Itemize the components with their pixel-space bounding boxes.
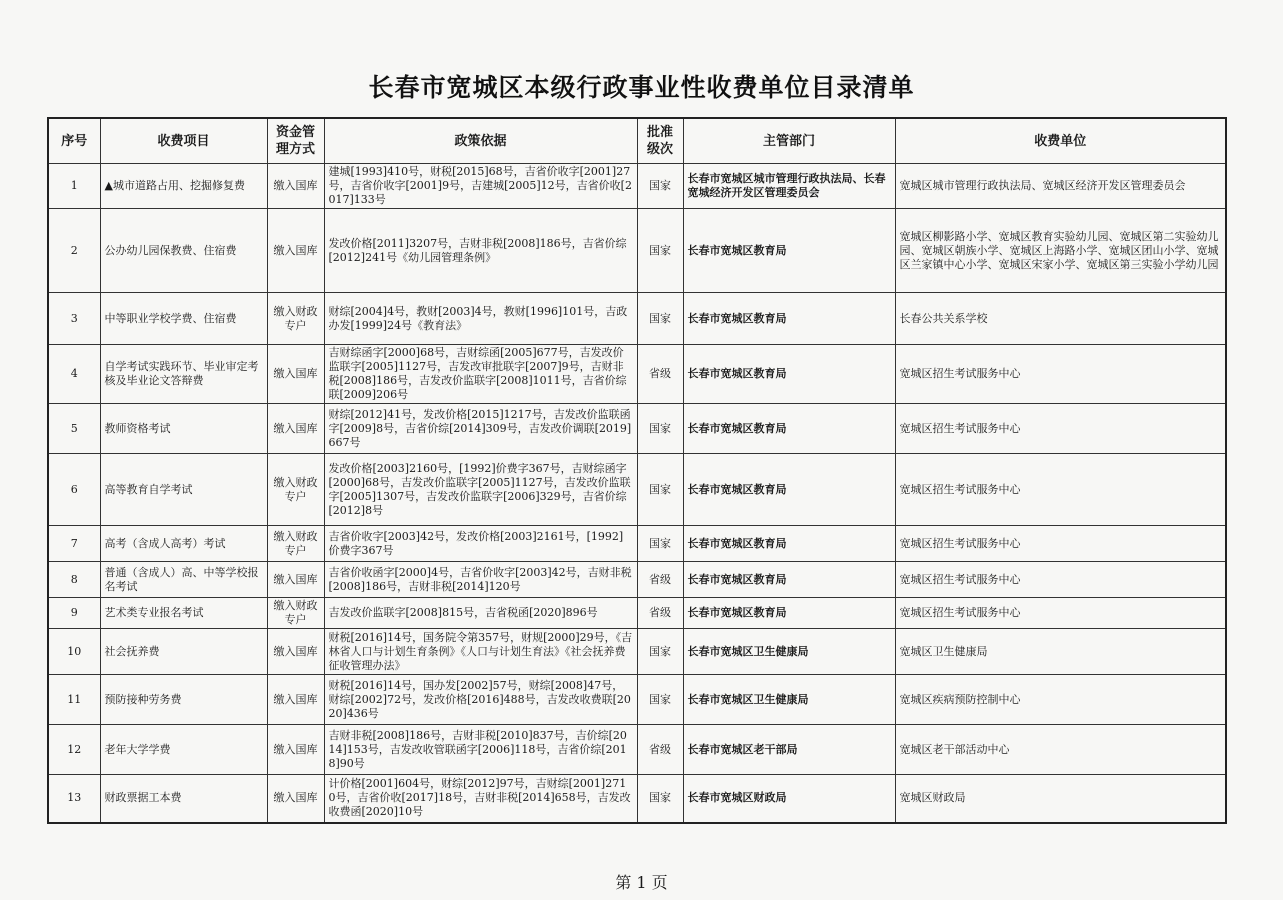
cell-fund: 缴入财政专户: [267, 293, 324, 345]
cell-item: 老年大学学费: [100, 725, 267, 775]
cell-unit: 宽城区疾病预防控制中心: [895, 675, 1226, 725]
cell-basis: 财综[2004]4号，教财[2003]4号，教财[1996]101号，吉政办发[1999]24号《教育法》: [324, 293, 637, 345]
cell-basis: 财税[2016]14号，国办发[2002]57号，财综[2008]47号，财综[2002]72号，发改价格[2016]488号，吉发改收费联[2020]436号: [324, 675, 637, 725]
cell-no: 10: [48, 629, 100, 675]
table-row: [48, 675, 1226, 725]
table-row: [48, 598, 1226, 629]
cell-level: 国家: [637, 209, 683, 293]
cell-dept: 长春市宽城区教育局: [683, 562, 895, 598]
header-no: 序号: [48, 118, 100, 164]
cell-level: 省级: [637, 345, 683, 404]
cell-item: 高等教育自学考试: [100, 454, 267, 526]
cell-dept: 长春市宽城区教育局: [683, 526, 895, 562]
cell-dept: 长春市宽城区教育局: [683, 598, 895, 629]
cell-dept: 长春市宽城区老干部局: [683, 725, 895, 775]
table-row: [48, 345, 1226, 404]
cell-dept: 长春市宽城区教育局: [683, 404, 895, 454]
header-dept: 主管部门: [683, 118, 895, 164]
cell-no: 2: [48, 209, 100, 293]
cell-no: 3: [48, 293, 100, 345]
cell-item: 艺术类专业报名考试: [100, 598, 267, 629]
cell-dept: 长春市宽城区教育局: [683, 454, 895, 526]
table-row: [48, 404, 1226, 454]
cell-unit: 宽城区招生考试服务中心: [895, 454, 1226, 526]
cell-fund: 缴入国库: [267, 345, 324, 404]
cell-fund: 缴入国库: [267, 675, 324, 725]
cell-no: 9: [48, 598, 100, 629]
cell-level: 国家: [637, 404, 683, 454]
cell-fund: 缴入国库: [267, 404, 324, 454]
cell-basis: 吉省价收函字[2000]4号，吉省价收字[2003]42号，吉财非税[2008]186号，吉财非税[2014]120号: [324, 562, 637, 598]
cell-no: 4: [48, 345, 100, 404]
cell-fund: 缴入财政专户: [267, 526, 324, 562]
cell-fund: 缴入国库: [267, 209, 324, 293]
cell-basis: 吉财非税[2008]186号，吉财非税[2010]837号，吉价综[2014]153号，吉发改收管联函字[2006]118号，吉省价综[2018]90号: [324, 725, 637, 775]
cell-level: 国家: [637, 775, 683, 823]
page-number: 第 1 页: [615, 873, 668, 892]
table-row: [48, 293, 1226, 345]
cell-fund: 缴入国库: [267, 725, 324, 775]
cell-level: 省级: [637, 598, 683, 629]
cell-dept: 长春市宽城区教育局: [683, 293, 895, 345]
cell-level: 国家: [637, 454, 683, 526]
cell-basis: 财税[2016]14号，国务院令第357号，财规[2000]29号，《吉林省人口与计划生育条例》《人口与计划生育法》《社会抚养费征收管理办法》: [324, 629, 637, 675]
cell-unit: 宽城区招生考试服务中心: [895, 345, 1226, 404]
cell-basis: 计价格[2001]604号，财综[2012]97号，吉财综[2001]2710号，吉省价收[2017]18号，吉财非税[2014]658号，吉发改收费函[2020]10号: [324, 775, 637, 823]
cell-item: 高考（含成人高考）考试: [100, 526, 267, 562]
cell-dept: 长春市宽城区城市管理行政执法局、长春宽城经济开发区管理委员会: [683, 164, 895, 209]
cell-item: 教师资格考试: [100, 404, 267, 454]
cell-level: 省级: [637, 562, 683, 598]
cell-fund: 缴入财政专户: [267, 454, 324, 526]
cell-item: ▲城市道路占用、挖掘修复费: [100, 164, 267, 209]
cell-basis: 吉省价收字[2003]42号，发改价格[2003]2161号，[1992]价费字367号: [324, 526, 637, 562]
cell-unit: 宽城区老干部活动中心: [895, 725, 1226, 775]
cell-fund: 缴入国库: [267, 164, 324, 209]
table-row: [48, 454, 1226, 526]
cell-level: 国家: [637, 164, 683, 209]
cell-basis: 吉发改价监联字[2008]815号，吉省税函[2020]896号: [324, 598, 637, 629]
table-row: [48, 526, 1226, 562]
document-title: 长春市宽城区本级行政事业性收费单位目录清单: [368, 73, 915, 102]
table-row: [48, 209, 1226, 293]
cell-item: 社会抚养费: [100, 629, 267, 675]
cell-item: 财政票据工本费: [100, 775, 267, 823]
header-item: 收费项目: [100, 118, 267, 164]
cell-no: 6: [48, 454, 100, 526]
cell-dept: 长春市宽城区教育局: [683, 345, 895, 404]
cell-item: 中等职业学校学费、住宿费: [100, 293, 267, 345]
cell-dept: 长春市宽城区财政局: [683, 775, 895, 823]
cell-no: 8: [48, 562, 100, 598]
cell-fund: 缴入国库: [267, 629, 324, 675]
cell-level: 国家: [637, 629, 683, 675]
cell-item: 公办幼儿园保教费、住宿费: [100, 209, 267, 293]
cell-level: 国家: [637, 526, 683, 562]
cell-no: 13: [48, 775, 100, 823]
cell-basis: 发改价格[2011]3207号，吉财非税[2008]186号，吉省价综[2012]241号《幼儿园管理条例》: [324, 209, 637, 293]
cell-dept: 长春市宽城区卫生健康局: [683, 675, 895, 725]
cell-unit: 长春公共关系学校: [895, 293, 1226, 345]
cell-item: 预防接种劳务费: [100, 675, 267, 725]
header-unit: 收费单位: [895, 118, 1226, 164]
cell-unit: 宽城区卫生健康局: [895, 629, 1226, 675]
table-row: [48, 164, 1226, 209]
cell-fund: 缴入财政专户: [267, 598, 324, 629]
cell-no: 7: [48, 526, 100, 562]
cell-dept: 长春市宽城区教育局: [683, 209, 895, 293]
cell-no: 11: [48, 675, 100, 725]
cell-unit: 宽城区招生考试服务中心: [895, 598, 1226, 629]
cell-no: 1: [48, 164, 100, 209]
cell-level: 国家: [637, 675, 683, 725]
header-basis: 政策依据: [324, 118, 637, 164]
table-header-row: [48, 118, 1226, 164]
cell-fund: 缴入国库: [267, 775, 324, 823]
cell-item: 自学考试实践环节、毕业审定考核及毕业论文答辩费: [100, 345, 267, 404]
cell-unit: 宽城区招生考试服务中心: [895, 526, 1226, 562]
cell-unit: 宽城区城市管理行政执法局、宽城区经济开发区管理委员会: [895, 164, 1226, 209]
cell-no: 12: [48, 725, 100, 775]
table-row: [48, 725, 1226, 775]
cell-basis: 吉财综函字[2000]68号，吉财综函[2005]677号，吉发改价监联字[2005]1127号，吉发改审批联字[2007]9号，吉财非税[2008]186号，吉发改价监联字[2008]1011号，吉省价综联[2009]206号: [324, 345, 637, 404]
table-row: [48, 562, 1226, 598]
header-level: 批准级次: [637, 118, 683, 164]
cell-item: 普通（含成人）高、中等学校报名考试: [100, 562, 267, 598]
table-row: [48, 629, 1226, 675]
table-body: [48, 164, 1226, 823]
cell-basis: 建城[1993]410号，财税[2015]68号，吉省价收字[2001]27号，吉省价收字[2001]9号，吉建城[2005]12号，吉省价收[2017]133号: [324, 164, 637, 209]
header-fund: 资金管理方式: [267, 118, 324, 164]
cell-fund: 缴入国库: [267, 562, 324, 598]
cell-basis: 财综[2012]41号，发改价格[2015]1217号，吉发改价监联函字[2009]8号，吉省价综[2014]309号，吉发改价调联[2019]667号: [324, 404, 637, 454]
table-row: [48, 775, 1226, 823]
cell-level: 省级: [637, 725, 683, 775]
cell-unit: 宽城区招生考试服务中心: [895, 562, 1226, 598]
cell-unit: 宽城区财政局: [895, 775, 1226, 823]
cell-level: 国家: [637, 293, 683, 345]
cell-dept: 长春市宽城区卫生健康局: [683, 629, 895, 675]
cell-no: 5: [48, 404, 100, 454]
cell-unit: 宽城区柳影路小学、宽城区教育实验幼儿园、宽城区第二实验幼儿园、宽城区朝族小学、宽城区上海路小学、宽城区团山小学、宽城区兰家镇中心小学、宽城区宋家小学、宽城区第三实验小学幼儿园: [895, 209, 1226, 293]
fee-catalog-table: [47, 117, 1227, 824]
cell-basis: 发改价格[2003]2160号，[1992]价费字367号，吉财综函字[2000]68号，吉发改价监联字[2005]1127号，吉发改价监联字[2005]1307号，吉发改价监联字[2006]329号，吉省价综[2012]8号: [324, 454, 637, 526]
cell-unit: 宽城区招生考试服务中心: [895, 404, 1226, 454]
